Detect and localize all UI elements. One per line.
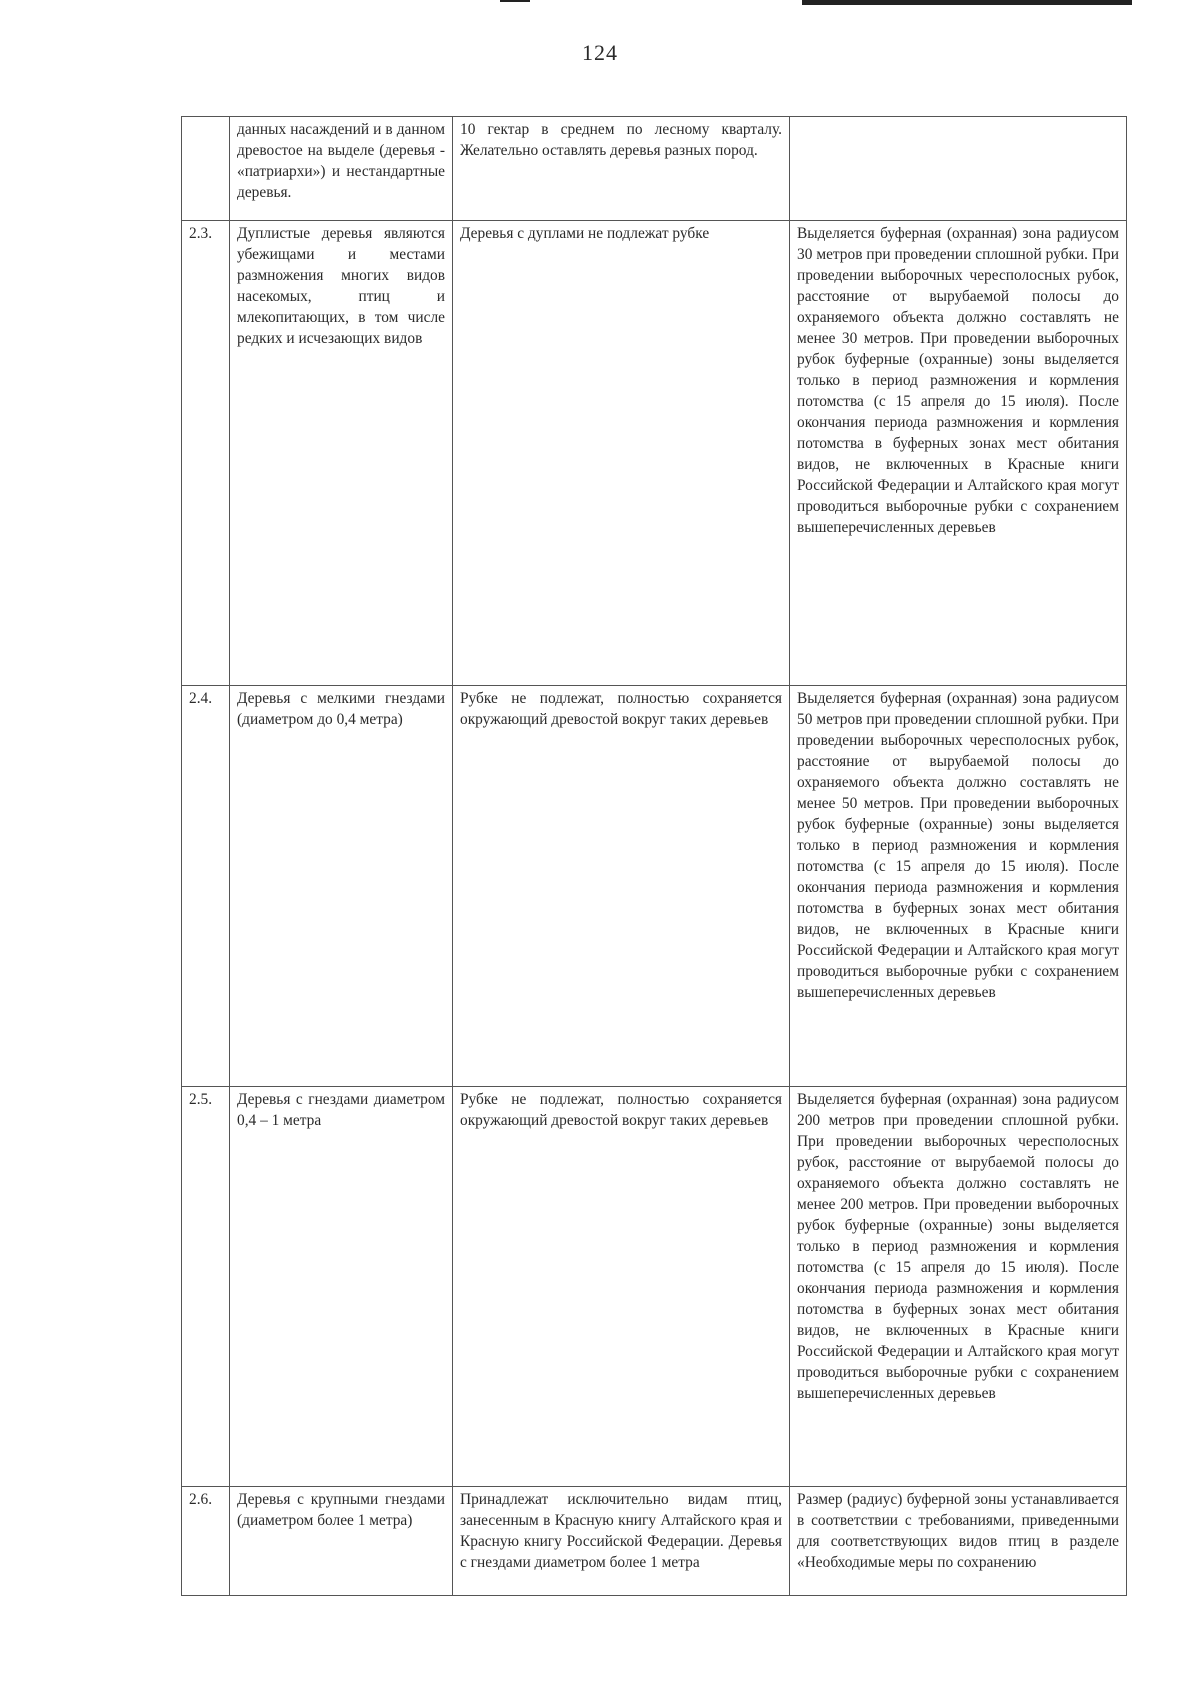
zone-cell: Размер (радиус) буферной зоны устанавливается в соответствии с требованиями, приведенными для соответствующих видов птиц в разделе «Необходимые меры по сохранению [790,1487,1127,1596]
table-row [182,117,1127,221]
measure-cell: 10 гектар в среднем по лесному кварталу. Желательно оставлять деревья разных пород. [453,117,790,221]
object-cell: Деревья с гнездами диаметром 0,4 – 1 метра [230,1087,453,1487]
scan-artifact-top-center [500,0,530,2]
object-cell: данных насаждений и в данном древостое на выделе (деревья - «патриархи») и нестандартные деревья. [230,117,453,221]
zone-cell [790,117,1127,221]
row-number [182,117,230,221]
table-row [182,686,1127,1087]
table-row [182,1087,1127,1487]
zone-cell: Выделяется буферная (охранная) зона радиусом 50 метров при проведении сплошной рубки. При проведении выборочных чересполосных рубок, расстояние от вырубаемой полосы до охраняемого объекта должно составлять не менее 50 метров. При проведении выборочных рубок буферные (охранные) зоны выделяется только в период размножения и кормления потомства (с 15 апреля до 15 июля). После окончания периода размножения и кормления потомства в буферных зонах мест обитания видов, не включенных в Красные книги Российской Федерации и Алтайского края могут проводиться выборочные рубки с сохранением вышеперечисленных деревьев [790,686,1127,1087]
scan-artifact-top-right [802,0,1132,5]
measures-table [181,116,1127,1596]
table-row [182,1487,1127,1596]
zone-cell: Выделяется буферная (охранная) зона радиусом 200 метров при проведении сплошной рубки. При проведении выборочных чересполосных рубок, расстояние от вырубаемой полосы до охраняемого объекта должно составлять не менее 200 метров. При проведении выборочных рубок буферные (охранные) зоны выделяется только в период размножения и кормления потомства (с 15 апреля до 15 июля). После окончания периода размножения и кормления потомства в буферных зонах мест обитания видов, не включенных в Красные книги Российской Федерации и Алтайского края могут проводиться выборочные рубки с сохранением вышеперечисленных деревьев [790,1087,1127,1487]
row-number: 2.4. [182,686,230,1087]
measure-cell: Рубке не подлежат, полностью сохраняется окружающий древостой вокруг таких деревьев [453,1087,790,1487]
measure-cell: Принадлежат исключительно видам птиц, занесенным в Красную книгу Алтайского края и Красную книгу Российской Федерации. Деревья с гнездами диаметром более 1 метра [453,1487,790,1596]
measure-cell: Рубке не подлежат, полностью сохраняется окружающий древостой вокруг таких деревьев [453,686,790,1087]
row-number: 2.5. [182,1087,230,1487]
row-number: 2.6. [182,1487,230,1596]
page-number: 124 [582,40,618,65]
measure-cell: Деревья с дуплами не подлежат рубке [453,221,790,686]
zone-cell: Выделяется буферная (охранная) зона радиусом 30 метров при проведении сплошной рубки. При проведении выборочных чересполосных рубок, расстояние от вырубаемой полосы до охраняемого объекта должно составлять не менее 30 метров. При проведении выборочных рубок буферные (охранные) зоны выделяется только в период размножения и кормления потомства (с 15 апреля до 15 июля). После окончания периода размножения и кормления потомства в буферных зонах мест обитания видов, не включенных в Красные книги Российской Федерации и Алтайского края могут проводиться выборочные рубки с сохранением вышеперечисленных деревьев [790,221,1127,686]
table-row [182,221,1127,686]
object-cell: Дуплистые деревья являются убежищами и местами размножения многих видов насекомых, птиц и млекопитающих, в том числе редких и исчезающих видов [230,221,453,686]
object-cell: Деревья с крупными гнездами (диаметром более 1 метра) [230,1487,453,1596]
object-cell: Деревья с мелкими гнездами (диаметром до 0,4 метра) [230,686,453,1087]
row-number: 2.3. [182,221,230,686]
